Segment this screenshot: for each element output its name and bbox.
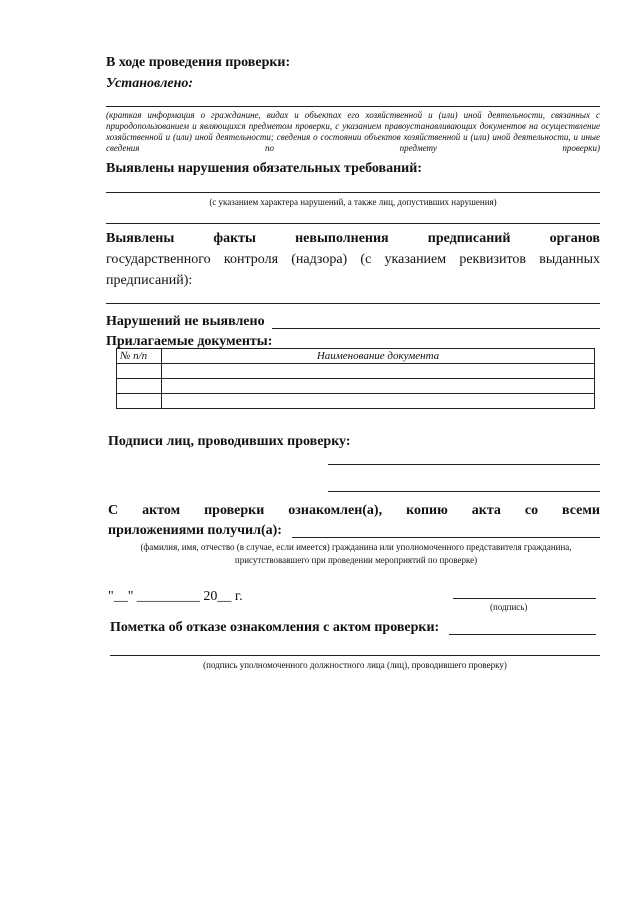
violations-line-2 xyxy=(106,223,600,224)
familiarized-note-2: присутствовавшего при проведении мероприятий по проверке) xyxy=(234,555,478,565)
established-label: Установлено: xyxy=(106,76,194,91)
signature-caption: (подпись) xyxy=(490,602,528,612)
signature-line xyxy=(453,598,596,599)
facts-line-2: государственного контроля (надзора) (с указанием реквизитов выданных xyxy=(106,252,600,267)
facts-line-1: Выявлены факты невыполнения предписаний органов xyxy=(106,231,600,246)
table-cell xyxy=(162,379,595,394)
refusal-note: (подпись уполномоченного должностного лица (лиц), проводившего проверку) xyxy=(203,660,507,670)
signature-line-2 xyxy=(328,491,600,492)
established-line xyxy=(106,106,600,107)
no-violations-line xyxy=(272,328,600,329)
established-note: (краткая информация о гражданине, видах и объектах его хозяйственной и (или) иной деятельности, связанных с природопользованием и являющихся предметом проверки, с указанием правоустанавливающих документов на осуществление хозяйственной и (или) иной деятельности; сведения о состоянии объектов хозяйственной и (или) иной деятельности, и иные сведения по предмету проверки) xyxy=(106,110,600,153)
column-header-number: № п/п xyxy=(117,349,162,364)
violations-heading: Выявлены нарушения обязательных требований: xyxy=(106,161,422,176)
table-cell xyxy=(117,364,162,379)
column-header-document-name: Наименование документа xyxy=(162,349,595,364)
date-field: "__" _________ 20__ г. xyxy=(108,589,243,604)
table-cell xyxy=(162,364,595,379)
table-cell xyxy=(162,394,595,409)
table-row xyxy=(117,379,595,394)
table-cell xyxy=(117,394,162,409)
violations-line xyxy=(106,192,600,193)
signature-line-1 xyxy=(328,464,600,465)
familiarized-line xyxy=(292,537,600,538)
table-row xyxy=(117,364,595,379)
table-row xyxy=(117,394,595,409)
signatures-heading: Подписи лиц, проводивших проверку: xyxy=(108,434,351,449)
section-heading: В ходе проведения проверки: xyxy=(106,55,291,70)
table-header-row xyxy=(117,349,595,364)
facts-line-3: предписаний): xyxy=(106,273,193,288)
familiarized-note-1: (фамилия, имя, отчество (в случае, если имеется) гражданина или уполномоченного представителя гражданина, xyxy=(140,542,572,552)
table-cell xyxy=(117,379,162,394)
documents-table xyxy=(116,348,595,409)
refusal-heading: Пометка об отказе ознакомления с актом проверки: xyxy=(110,620,440,635)
familiarized-line-1: С актом проверки ознакомлен(а), копию акта со всеми xyxy=(108,503,600,518)
refusal-line-short xyxy=(449,634,596,635)
attached-heading: Прилагаемые документы: xyxy=(106,334,273,349)
facts-line xyxy=(106,303,600,304)
violations-note: (с указанием характера нарушений, а также лиц, допустивших нарушения) xyxy=(209,197,497,207)
refusal-line xyxy=(110,655,600,656)
no-violations-label: Нарушений не выявлено xyxy=(106,314,265,329)
familiarized-line-2: приложениями получил(а): xyxy=(108,523,282,538)
